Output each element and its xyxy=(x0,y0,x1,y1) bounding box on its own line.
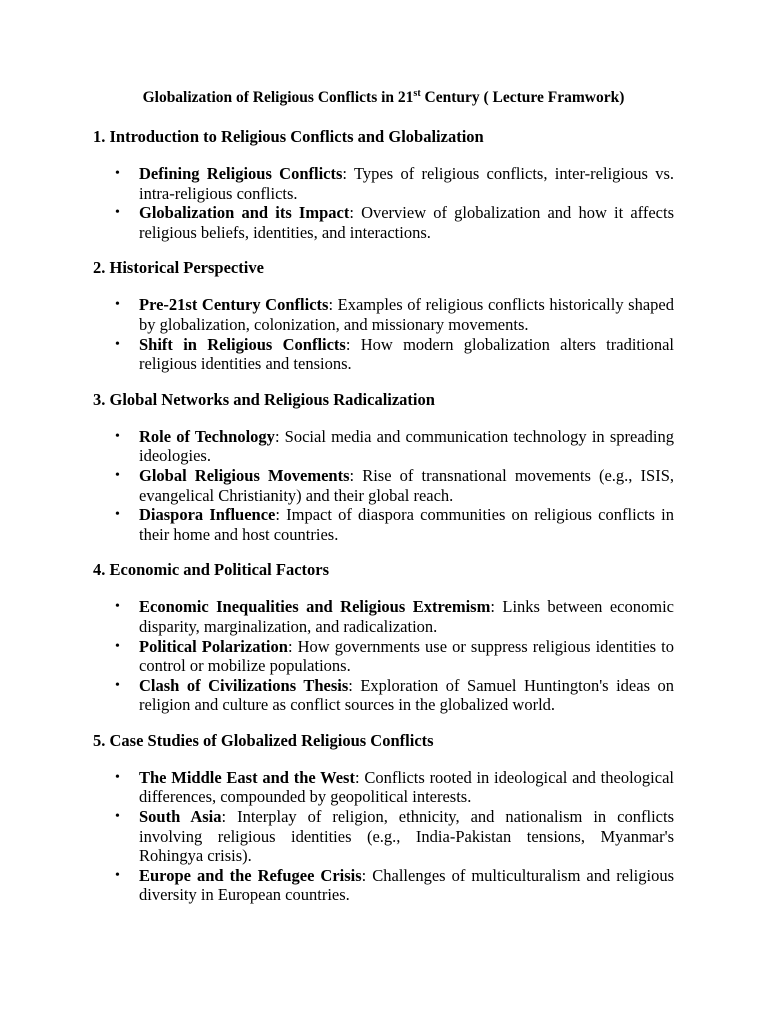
bullet-icon: • xyxy=(115,428,120,444)
section-introduction xyxy=(93,127,674,242)
section-historical-perspective xyxy=(93,258,674,373)
bullet-icon: • xyxy=(115,809,120,825)
bullet-icon: • xyxy=(115,297,120,313)
item-term: The Middle East and the West xyxy=(139,767,355,787)
bullet-icon: • xyxy=(115,166,120,181)
list-item xyxy=(93,676,674,715)
document-title xyxy=(93,88,674,108)
section-heading: 2. Historical Perspective xyxy=(93,258,264,278)
section-heading: 1. Introduction to Religious Conflicts and Globalization xyxy=(93,127,484,146)
item-term: Role of Technology xyxy=(139,426,275,446)
bullet-icon: • xyxy=(115,507,120,523)
item-term: Political Polarization xyxy=(139,636,288,656)
item-text: : Interplay of religion, ethnicity, and nationalism in conflicts involving religious identities (e.g., India-Pakistan tensions, Myanmar's Rohingya crisis). xyxy=(139,807,674,866)
title-superscript: st xyxy=(413,88,421,99)
section-global-networks xyxy=(93,390,674,545)
section-economic-political xyxy=(93,560,674,715)
bullet-icon: • xyxy=(115,467,120,483)
list-item xyxy=(93,164,674,203)
section-heading: 5. Case Studies of Globalized Religious Conflicts xyxy=(93,730,434,750)
item-text: : Impact of diaspora communities on religious conflicts in their home and host countries. xyxy=(139,505,674,544)
bullet-icon: • xyxy=(115,599,120,615)
list-item xyxy=(93,597,674,636)
item-text: : Examples of religious conflicts historically shaped by globalization, colonization, and missionary movements. xyxy=(139,295,674,334)
item-term: Globalization and its Impact xyxy=(139,203,350,223)
item-term: Defining Religious Conflicts xyxy=(139,164,343,183)
bullet-icon: • xyxy=(115,677,120,693)
bullet-list xyxy=(93,295,674,373)
bullet-list xyxy=(93,427,674,545)
list-item xyxy=(93,203,674,242)
title-main-text: Globalization of Religious Conflicts in 21 xyxy=(142,89,414,106)
section-heading: 4. Economic and Political Factors xyxy=(93,560,330,580)
item-term: Europe and the Refugee Crisis xyxy=(139,865,362,885)
bullet-list xyxy=(93,164,674,242)
list-item xyxy=(93,335,674,374)
item-text: : How governments use or suppress religious identities to control or mobilize populations. xyxy=(139,636,674,676)
section-case-studies xyxy=(93,731,674,905)
item-text: : How modern globalization alters traditional religious identities and tensions. xyxy=(139,334,674,374)
list-item xyxy=(93,466,674,505)
item-text: : Types of religious conflicts, inter-religious vs. intra-religious conflicts. xyxy=(139,164,674,203)
bullet-icon: • xyxy=(115,638,120,654)
item-text: : Rise of transnational movements (e.g., ISIS, evangelical Christianity) and their global reach. xyxy=(139,465,674,505)
item-text: : Challenges of multiculturalism and religious diversity in European countries. xyxy=(139,865,674,905)
list-item xyxy=(93,295,674,334)
list-item xyxy=(93,505,674,544)
item-text: : Exploration of Samuel Huntington's ideas on religion and culture as conflict sources in the globalized world. xyxy=(139,675,675,715)
bullet-icon: • xyxy=(115,769,120,785)
item-term: Global Religious Movements xyxy=(139,465,350,485)
bullet-list xyxy=(93,597,674,715)
item-term: South Asia xyxy=(139,807,222,827)
bullet-icon: • xyxy=(115,336,120,352)
list-item xyxy=(93,866,674,905)
title-suffix-text: Century ( Lecture Framwork) xyxy=(420,89,625,106)
bullet-list xyxy=(93,768,674,905)
list-item xyxy=(93,807,674,866)
item-term: Economic Inequalities and Religious Extremism xyxy=(139,597,491,617)
bullet-icon: • xyxy=(115,867,120,883)
list-item xyxy=(93,427,674,466)
item-term: Clash of Civilizations Thesis xyxy=(139,675,349,695)
item-text: : Conflicts rooted in ideological and theological differences, compounded by geopolitical interests. xyxy=(139,767,674,807)
section-heading: 3. Global Networks and Religious Radicalization xyxy=(93,389,435,409)
item-text: : Links between economic disparity, marginalization, and radicalization. xyxy=(139,597,674,636)
item-text: : Overview of globalization and how it affects religious beliefs, identities, and interactions. xyxy=(139,203,675,242)
list-item xyxy=(93,637,674,676)
bullet-icon: • xyxy=(115,205,120,221)
list-item xyxy=(93,768,674,807)
item-term: Shift in Religious Conflicts xyxy=(139,334,346,354)
item-term: Pre-21st Century Conflicts xyxy=(139,295,329,315)
item-term: Diaspora Influence xyxy=(139,505,276,525)
item-text: : Social media and communication technology in spreading ideologies. xyxy=(139,426,674,466)
